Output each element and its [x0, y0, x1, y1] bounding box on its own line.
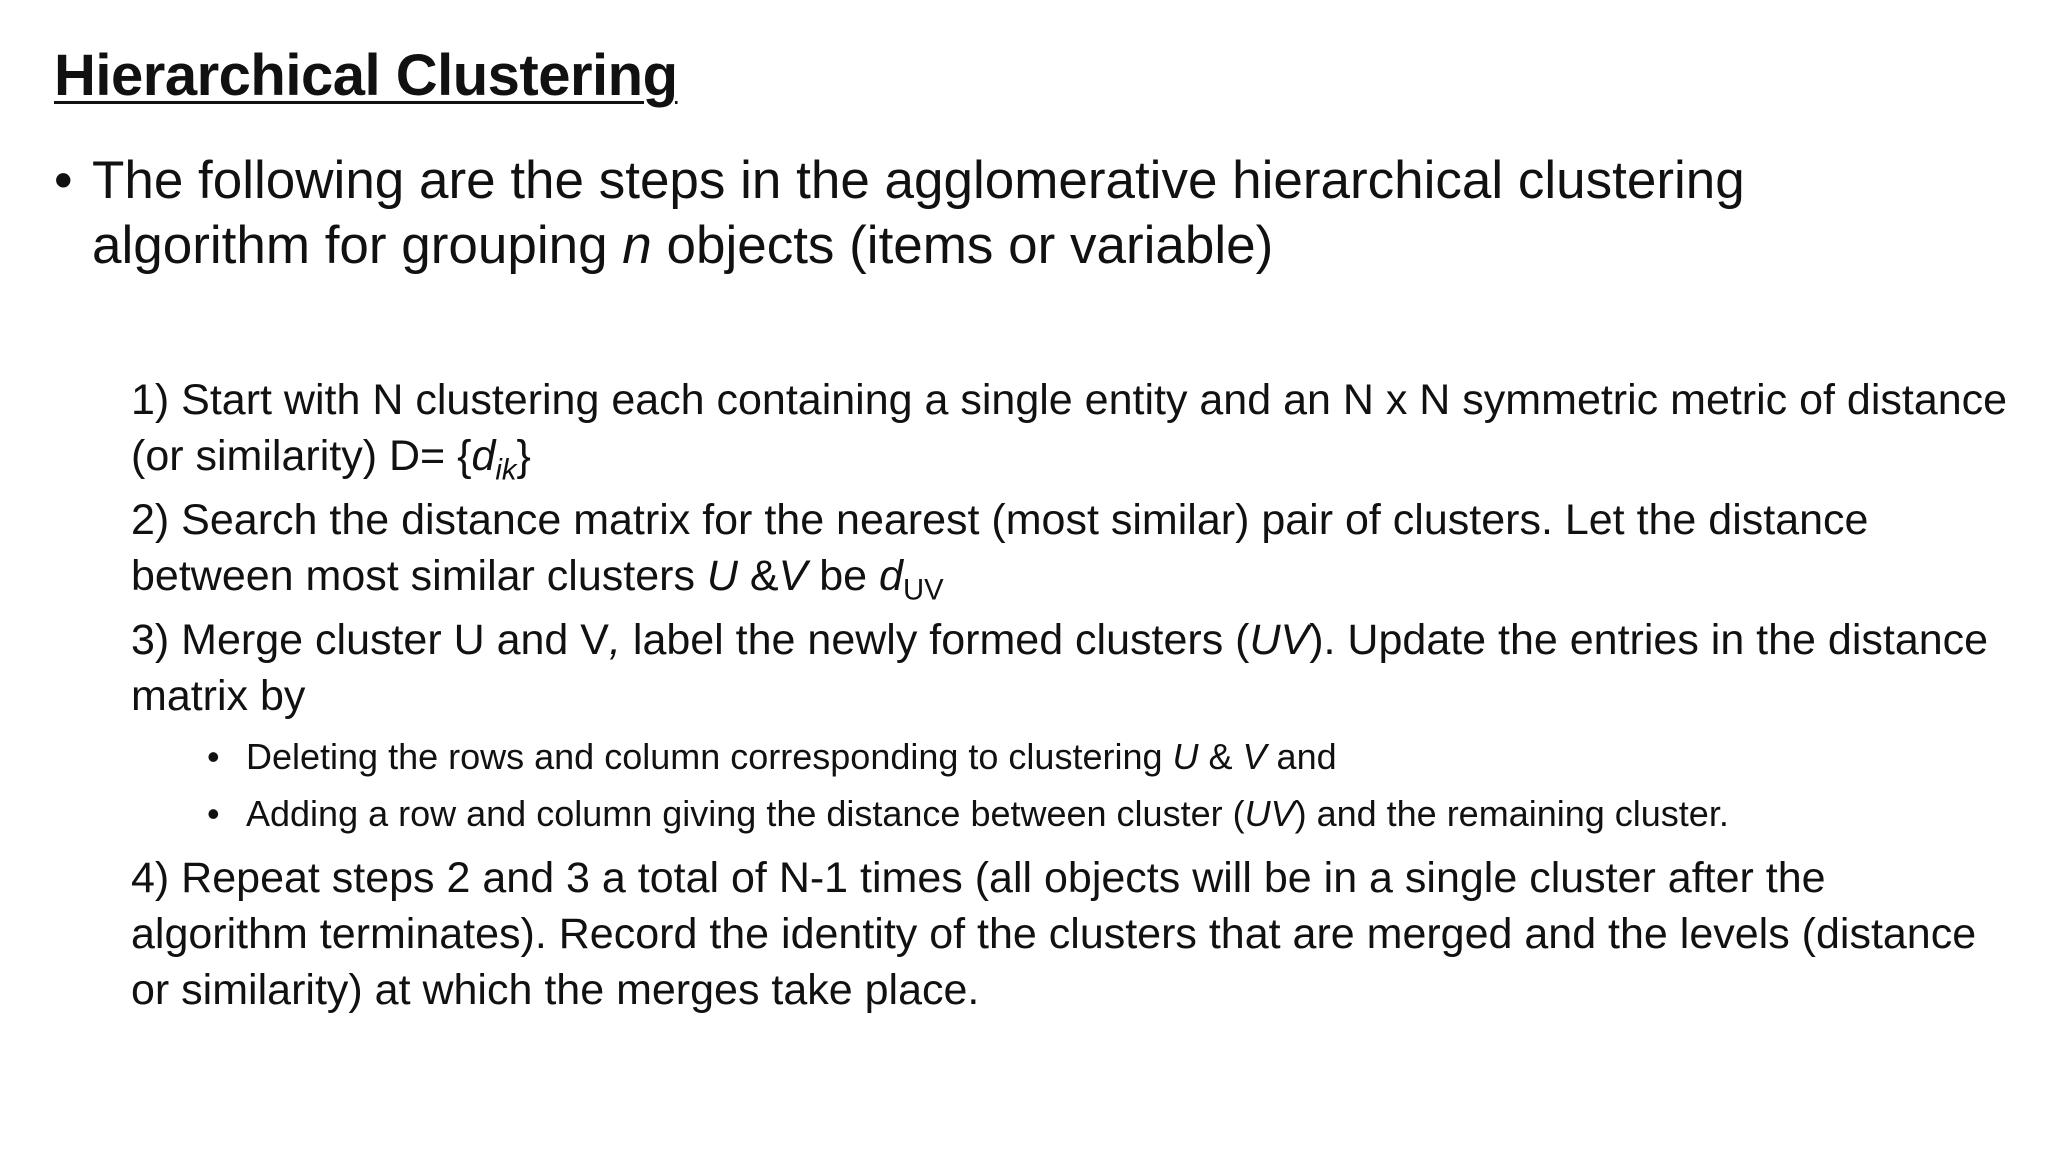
step-3-text-a: 3) Merge cluster U and V — [131, 616, 609, 664]
step-2-d: d — [879, 552, 903, 600]
step-3-comma: , — [608, 616, 621, 664]
intro-bullet — [54, 148, 1954, 278]
step-2-amp: & — [737, 552, 779, 600]
step-1-close: } — [516, 432, 531, 480]
step-3-sub-list — [131, 728, 2011, 842]
step-3-text-b: label the newly formed clusters ( — [620, 616, 1250, 664]
step-2-text: 2) Search the distance matrix for the nearest (most similar) pair of clusters. Let the distance between most similar clusters — [131, 496, 1869, 600]
sub-item-2-uv: UV — [1244, 793, 1295, 834]
intro-line-1: The following are the steps in the agglomerative hierarchical clustering — [92, 151, 1745, 210]
intro-text — [54, 148, 1954, 278]
sub-item-1-u: U — [1172, 736, 1199, 777]
step-2-v: V — [778, 552, 808, 600]
sub-item-1-a: Deleting the rows and column corresponding to clustering — [246, 736, 1173, 777]
sub-item-1-amp: & — [1198, 736, 1243, 777]
bullet-icon: • — [54, 151, 73, 210]
sub-item-2-b: ) and the remaining cluster. — [1294, 793, 1729, 834]
sub-item-delete — [131, 728, 2011, 785]
intro-line-2a: algorithm for grouping — [92, 216, 623, 275]
step-1-text: 1) Start with N clustering each containing a single entity and an N x N symmetric metric of distance (or similarity) D= { — [131, 376, 2008, 480]
intro-line-2b: objects (items or variable) — [651, 216, 1274, 275]
step-2 — [131, 492, 2011, 607]
step-1-sub: ik — [495, 454, 517, 487]
step-2-sub: UV — [902, 574, 944, 607]
step-4: 4) Repeat steps 2 and 3 a total of N-1 times (all objects will be in a single cluster after the algorithm terminates). Record the identity of the clusters that are merged and the levels (distance or similarity) at which the merges take place. — [131, 854, 1977, 1014]
steps-list — [131, 372, 2011, 1018]
sub-item-2-a: Adding a row and column giving the distance between cluster ( — [246, 793, 1245, 834]
sub-item-1-b: and — [1266, 736, 1337, 777]
intro-n-italic: n — [622, 216, 652, 275]
step-3-uv: UV — [1249, 616, 1310, 664]
sub-bullet-icon: • — [207, 793, 220, 834]
step-3 — [131, 612, 2011, 842]
step-2-u: U — [706, 552, 738, 600]
sub-item-1-v: V — [1242, 736, 1267, 777]
step-3-text-c: ). Update the entries in the distance matrix by — [131, 616, 1989, 720]
step-1-d: d — [471, 432, 496, 480]
sub-bullet-icon: • — [207, 736, 220, 777]
sub-item-add — [131, 785, 2011, 842]
slide-title: Hierarchical Clustering — [54, 43, 678, 108]
step-1 — [131, 372, 2011, 487]
step-2-be: be — [807, 552, 880, 600]
